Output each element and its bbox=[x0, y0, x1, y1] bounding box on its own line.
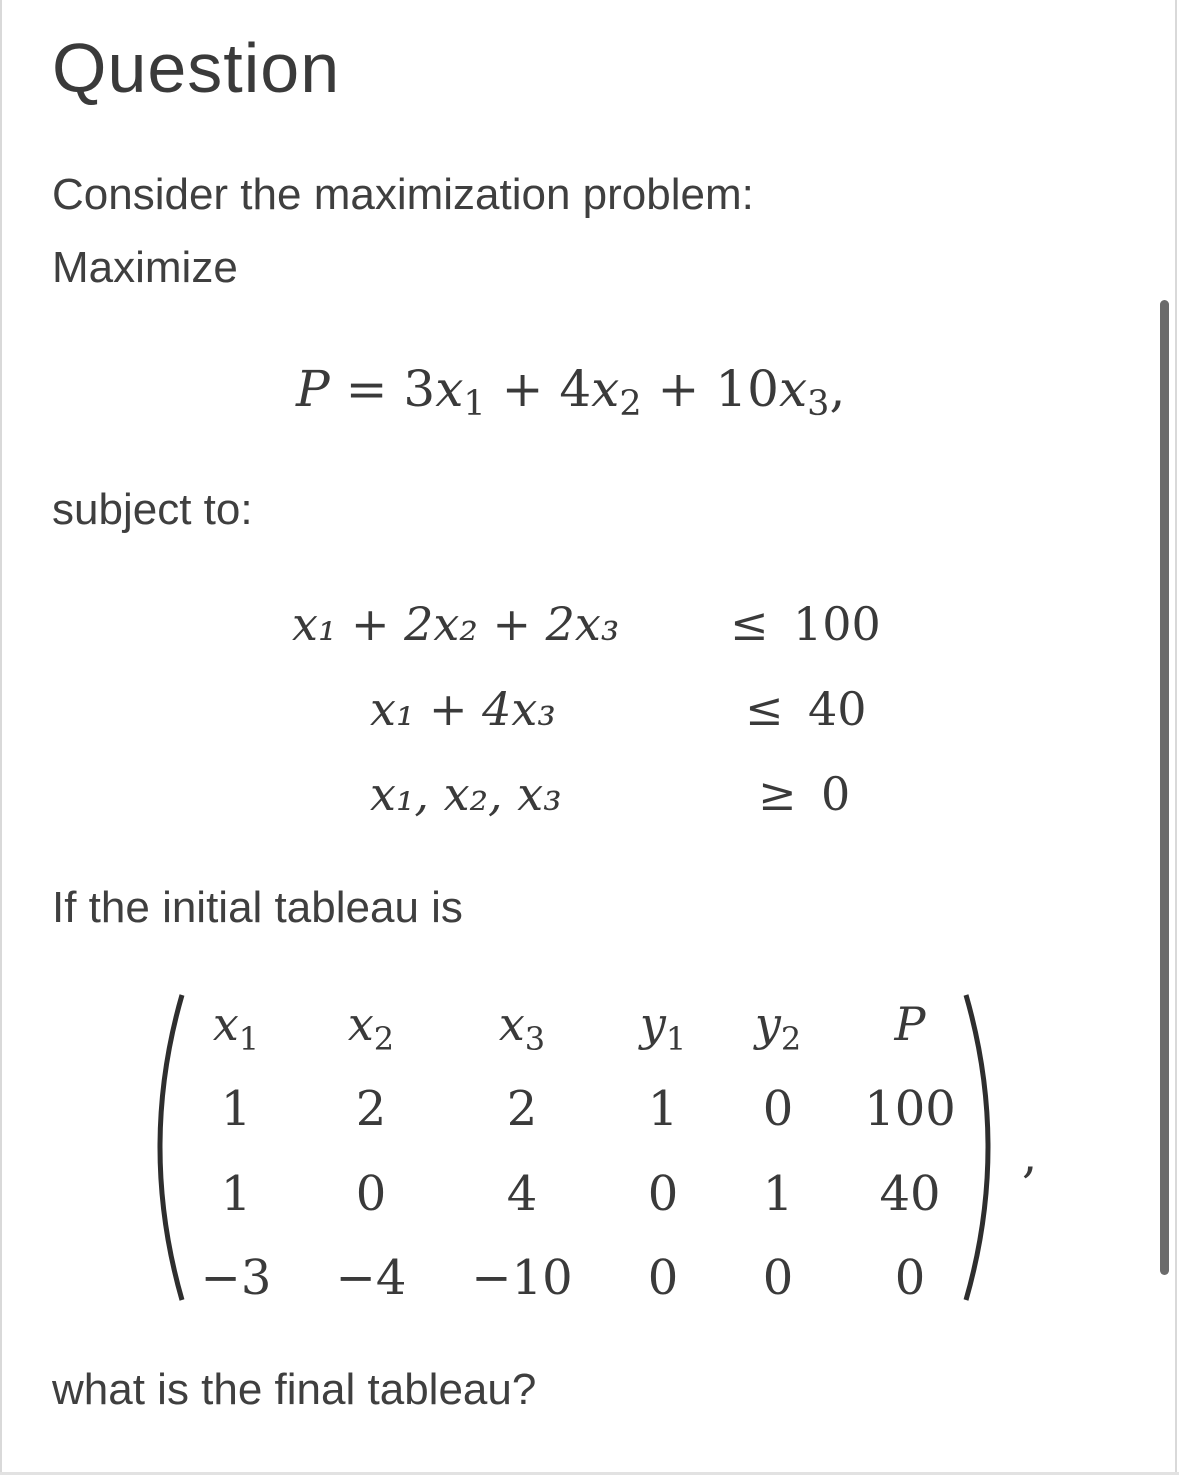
intro-text: Consider the maximization problem: bbox=[52, 170, 754, 219]
tableau-right-paren bbox=[966, 995, 988, 1300]
tableau-cell-r2-c6: 40 bbox=[879, 1166, 941, 1222]
maximize-label: Maximize bbox=[52, 243, 238, 292]
tableau-cell-r1-c1: 1 bbox=[220, 1081, 252, 1137]
objective-var-1: x bbox=[435, 360, 464, 418]
tableau-left-paren bbox=[160, 995, 182, 1300]
tableau-cell-r3-c5: 0 bbox=[762, 1250, 794, 1306]
tableau-cell-r1-c5: 0 bbox=[762, 1081, 794, 1137]
constraint-3-relation: ≥ bbox=[758, 767, 797, 821]
closing-question: what is the final tableau? bbox=[52, 1365, 537, 1414]
tableau-cell-r2-c4: 0 bbox=[647, 1166, 679, 1222]
constraint-1-relation: ≤ bbox=[730, 597, 769, 651]
tableau-cell-r2-c1: 1 bbox=[220, 1166, 252, 1222]
objective-relation: = bbox=[345, 360, 388, 418]
tableau-cell-r3-c4: 0 bbox=[647, 1250, 679, 1306]
objective-var-3: x bbox=[778, 360, 808, 418]
objective-coef-2: 4 bbox=[559, 360, 592, 418]
objective-var-2: x bbox=[591, 360, 620, 418]
objective-lhs: P bbox=[296, 360, 330, 418]
objective-function: P = 3x1 + 4x2 + 10x3, bbox=[296, 360, 846, 424]
tableau-cell-r3-c6: 0 bbox=[894, 1250, 926, 1306]
tableau-header-3: $x_3$ bbox=[498, 997, 546, 1058]
tableau-cell-r1-c3: 2 bbox=[506, 1081, 538, 1137]
tableau-cell-r1-c2: 2 bbox=[355, 1081, 387, 1137]
objective-coef-1: 3 bbox=[403, 360, 436, 418]
tableau-header-2: $x_2$ bbox=[347, 997, 395, 1058]
constraint-3-rhs: 0 bbox=[821, 767, 851, 821]
constraint-2-lhs: x₁ + 4x₃ bbox=[370, 682, 556, 736]
objective-trailing-comma: , bbox=[829, 360, 846, 418]
tableau-header-4: $y_1$ bbox=[639, 997, 687, 1058]
tableau-header-5: $y_2$ bbox=[754, 997, 802, 1058]
tableau-cell-r1-c4: 1 bbox=[647, 1081, 679, 1137]
objective-sub-2: 2 bbox=[619, 383, 642, 424]
constraint-1-lhs: x₁ + 2x₂ + 2x₃ bbox=[292, 597, 620, 651]
tableau-header-1: $x_1$ bbox=[212, 997, 260, 1058]
constraint-1-rhs: 100 bbox=[793, 597, 881, 651]
tableau-cell-r2-c2: 0 bbox=[355, 1166, 387, 1222]
constraint-2-relation: ≤ bbox=[745, 682, 784, 736]
tableau-trailing-comma: , bbox=[1022, 1128, 1038, 1184]
tableau-header-6: P bbox=[894, 997, 926, 1051]
tableau-cell-r2-c3: 4 bbox=[506, 1166, 538, 1222]
tableau-cell-r3-c2: −4 bbox=[335, 1250, 407, 1306]
tableau-cell-r2-c5: 1 bbox=[762, 1166, 794, 1222]
constraint-3-lhs: x₁, x₂, x₃ bbox=[370, 767, 562, 821]
tableau-intro-text: If the initial tableau is bbox=[52, 883, 463, 932]
objective-coef-3: 10 bbox=[715, 360, 779, 418]
question-heading: Question bbox=[52, 29, 341, 107]
tableau-cell-r1-c6: 100 bbox=[864, 1081, 956, 1137]
tableau-cell-r3-c3: −10 bbox=[471, 1250, 573, 1306]
objective-sub-1: 1 bbox=[463, 383, 486, 424]
subject-to-label: subject to: bbox=[52, 485, 253, 534]
constraint-2-rhs: 40 bbox=[808, 682, 867, 736]
objective-sub-3: 3 bbox=[807, 383, 830, 424]
tableau-cell-r3-c1: −3 bbox=[200, 1250, 272, 1306]
